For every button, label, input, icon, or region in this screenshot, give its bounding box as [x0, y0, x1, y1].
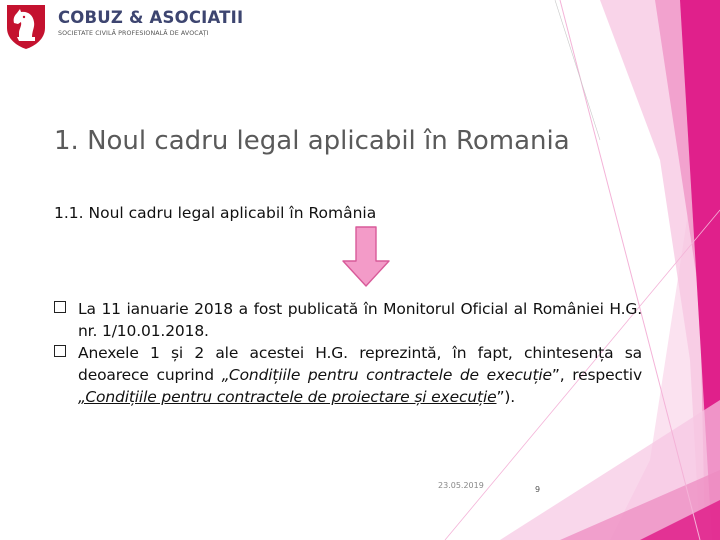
quote-design-execution-conditions: „Condițiile pentru contractele de proiectare și execuție — [78, 388, 497, 406]
slide-title: 1. Noul cadru legal aplicabil în Romania — [54, 126, 570, 156]
checkbox-bullet-icon — [54, 301, 66, 313]
footer-date: 23.05.2019 — [438, 481, 484, 490]
bullet-list — [54, 298, 642, 408]
quote-execution-conditions: „Condițiile pentru contractele de execuție — [221, 366, 552, 384]
bullet-text-suffix: ”). — [496, 388, 516, 406]
chess-knight-shield-icon — [4, 2, 48, 50]
logo-company-name: COBUZ & ASOCIATII — [58, 8, 244, 27]
checkbox-bullet-icon — [54, 345, 66, 357]
bullet-text-prefix: Anexele 1 și 2 ale acestei H.G. reprezintă, în fapt, chintesența sa deoarece cuprind — [78, 344, 642, 384]
page-number: 9 — [535, 485, 541, 494]
company-logo — [4, 2, 244, 52]
slide-subtitle: 1.1. Noul cadru legal aplicabil în România — [54, 204, 377, 222]
logo-tagline: SOCIETATE CIVILĂ PROFESIONALĂ DE AVOCAȚI — [58, 30, 209, 37]
down-arrow-icon — [341, 226, 391, 288]
bullet-item — [54, 298, 642, 342]
bullet-item — [54, 342, 642, 408]
bullet-text: La 11 ianuarie 2018 a fost publicată în Monitorul Oficial al României H.G. nr. 1/10.01.2018. — [78, 300, 642, 340]
bullet-text — [78, 342, 642, 408]
bullet-text-mid: ”, respectiv — [551, 366, 642, 384]
